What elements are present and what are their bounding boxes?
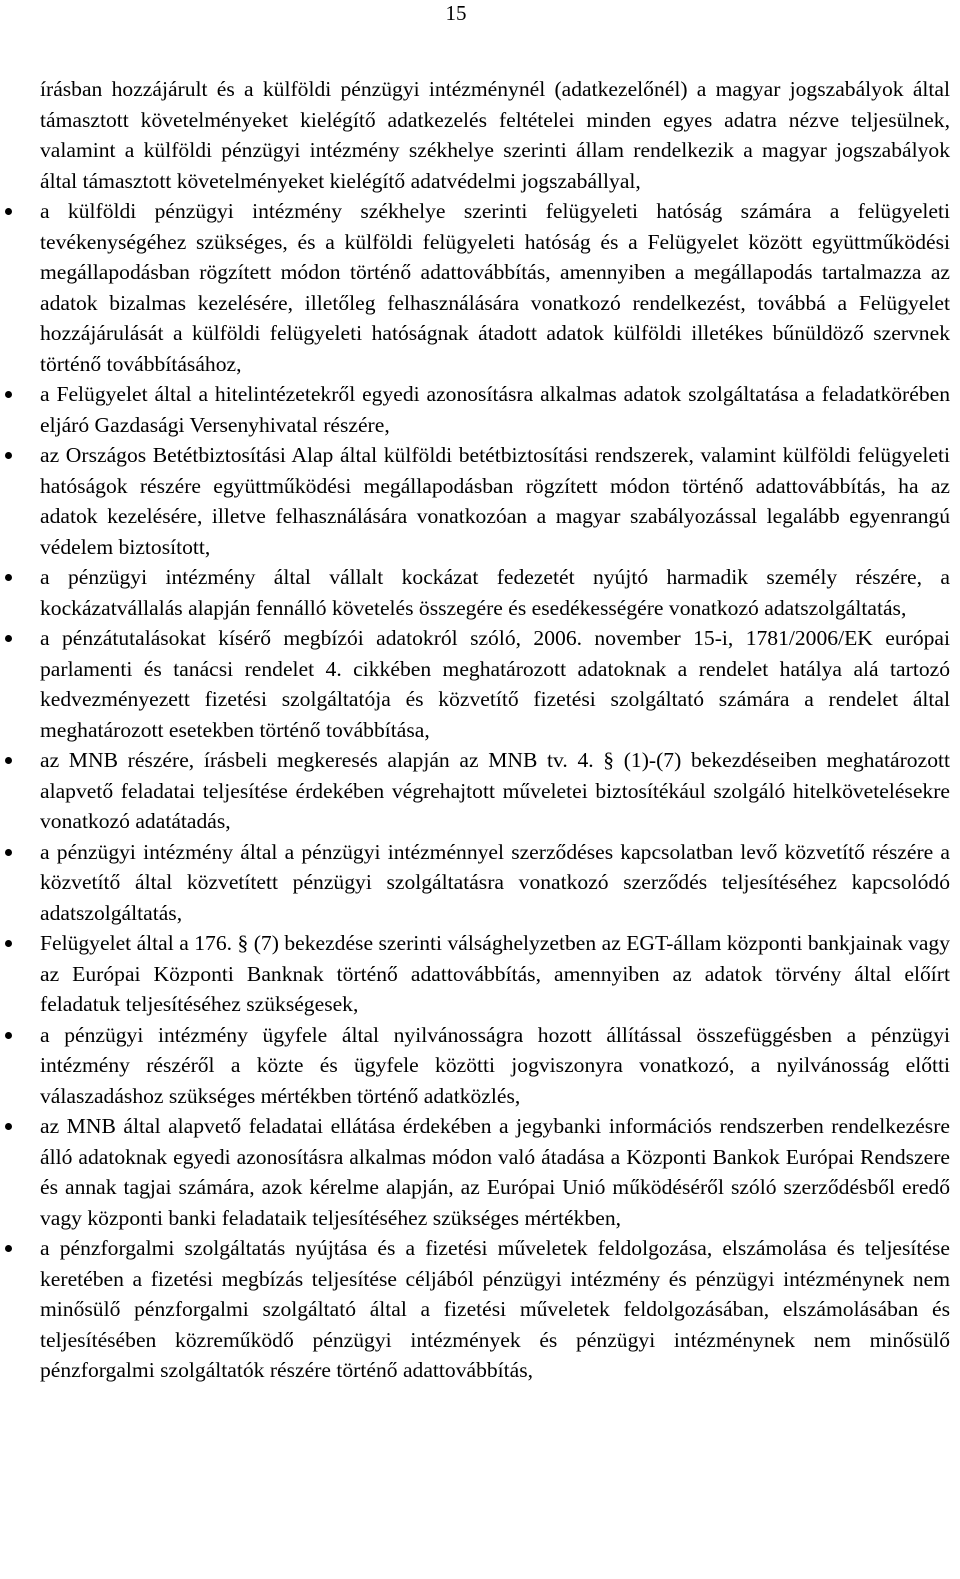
bullet-icon [5, 1245, 12, 1252]
bullet-icon [5, 391, 12, 398]
list-item-text: az MNB által alapvető feladatai ellátása érdekében a jegybanki információs rendszerben rendelkezésre álló adatoknak egyedi azonosításra alkalmas módon való átadása a Központi Bankok Európai Rendszere és annak tagjai számára, azok kérelme alapján, az Európai Unió működéséről szóló szerződésből eredő vagy központi banki feladataik teljesítéséhez szükséges mértékben, [40, 1114, 950, 1230]
list-item [40, 928, 950, 1020]
list-item-text: a pénzforgalmi szolgáltatás nyújtása és a fizetési műveletek feldolgozása, elszámolása és teljesítése keretében a fizetési megbízás teljesítése céljából pénzügyi intézmény és pénzügyi intézménynek nem minősülő pénzforgalmi szolgáltató által a fizetési műveletek feldolgozásában, elszámolásában és teljesítésében közreműködő pénzügyi intézmények és pénzügyi intézménynek nem minősülő pénzforgalmi szolgáltatók részére történő adattovábbítás, [40, 1236, 950, 1382]
list-item-text: a pénzügyi intézmény ügyfele által nyilvánosságra hozott állítással összefüggésben a pénzügyi intézmény részéről a közte és ügyfele közötti jogviszonyra vonatkozó, a nyilvánosság előtti válaszadáshoz szükséges mértékben történő adatközlés, [40, 1022, 950, 1108]
bullet-icon [5, 635, 12, 642]
list-item [40, 745, 950, 837]
list-item-text: a külföldi pénzügyi intézmény székhelye szerinti felügyeleti hatóság számára a felügyeleti tevékenységéhez szükséges, és a külföldi felügyeleti hatóság és a Felügyelet között együttműködési megállapodásban rögzített módon történő adattovábbítás, amennyiben a megállapodás tartalmazza az adatok bizalmas kezelésére, illetőleg felhasználására vonatkozó rendelkezést, továbbá a Felügyelet hozzájárulását a külföldi felügyeleti hatóságnak átadott adatok külföldi illetékes bűnüldöző szervnek történő továbbításához, [40, 199, 950, 376]
bullet-icon [5, 452, 12, 459]
bullet-icon [5, 849, 12, 856]
list-item [40, 440, 950, 562]
list-item-text: az Országos Betétbiztosítási Alap által külföldi betétbiztosítási rendszerek, valamint külföldi felügyeleti hatóságok részére együttműködési megállapodásban rögzített módon történő adattovábbítás, ha az adatok kezelésére, illetve felhasználására vonatkozóan a magyar szabályozással legalább egyenrangú védelem biztosított, [40, 443, 950, 559]
list-item-text: az MNB részére, írásbeli megkeresés alapján az MNB tv. 4. § (1)-(7) bekezdéseiben meghatározott alapvető feladatai teljesítése érdekében végrehajtott műveletei biztosítékául szolgáló hitelkövetelésekre vonatkozó adatátadás, [40, 748, 950, 833]
page-number: 15 [445, 1, 467, 25]
document-body [40, 74, 950, 1386]
bullet-icon [5, 1123, 12, 1130]
list-item [40, 196, 950, 379]
list-item [40, 1020, 950, 1112]
list-item-text: a pénzügyi intézmény által a pénzügyi intézménnyel szerződéses kapcsolatban levő közvetítő részére a közvetítő által közvetített pénzügyi szolgáltatásra vonatkozó szerződés teljesítéséhez kapcsolódó adatszolgáltatás, [40, 839, 950, 925]
list-item [40, 1111, 950, 1233]
list-item [40, 623, 950, 745]
intro-paragraph: írásban hozzájárult és a külföldi pénzügyi intézménynél (adatkezelőnél) a magyar jogszabályok által támasztott követelményeket kielégítő adatkezelés feltételei minden egyes adatra nézve teljesülnek, valamint a külföldi pénzügyi intézmény székhelye szerinti állam rendelkezik a magyar jogszabályok által támasztott követelményeket kielégítő adatvédelmi jogszabállyal, [40, 77, 950, 193]
bullet-icon [5, 757, 12, 764]
list-item [40, 562, 950, 623]
list-item [40, 837, 950, 929]
list-item-text: a pénzügyi intézmény által vállalt kockázat fedezetét nyújtó harmadik személy részére, a kockázatvállalás alapján fennálló követelés összegére és esedékességére vonatkozó adatszolgáltatás, [40, 565, 950, 620]
list-item [40, 379, 950, 440]
bullet-icon [5, 208, 12, 215]
bullet-icon [5, 574, 12, 581]
list-item-text: a Felügyelet által a hitelintézetekről egyedi azonosításra alkalmas adatok szolgáltatása a feladatkörében eljáró Gazdasági Versenyhivatal részére, [40, 382, 950, 437]
list-item-text: Felügyelet által a 176. § (7) bekezdése szerinti válsághelyzetben az EGT-állam központi bankjainak vagy az Európai Központi Banknak történő adattovábbítás, amennyiben az adatok törvény által előírt feladatuk teljesítéséhez szükségesek, [40, 931, 950, 1016]
bullet-icon [5, 1032, 12, 1039]
bullet-list [40, 196, 950, 1386]
bullet-icon [5, 940, 12, 947]
list-item [40, 1233, 950, 1386]
list-item-text: a pénzátutalásokat kísérő megbízói adatokról szóló, 2006. november 15-i, 1781/2006/EK európai parlamenti és tanácsi rendelet 4. cikkében meghatározott adatoknak a rendelet hatálya alá tartozó kedvezményezett fizetési szolgáltatója és közvetítő fizetési szolgáltató számára a rendelet által meghatározott esetekben történő továbbítása, [40, 626, 950, 742]
